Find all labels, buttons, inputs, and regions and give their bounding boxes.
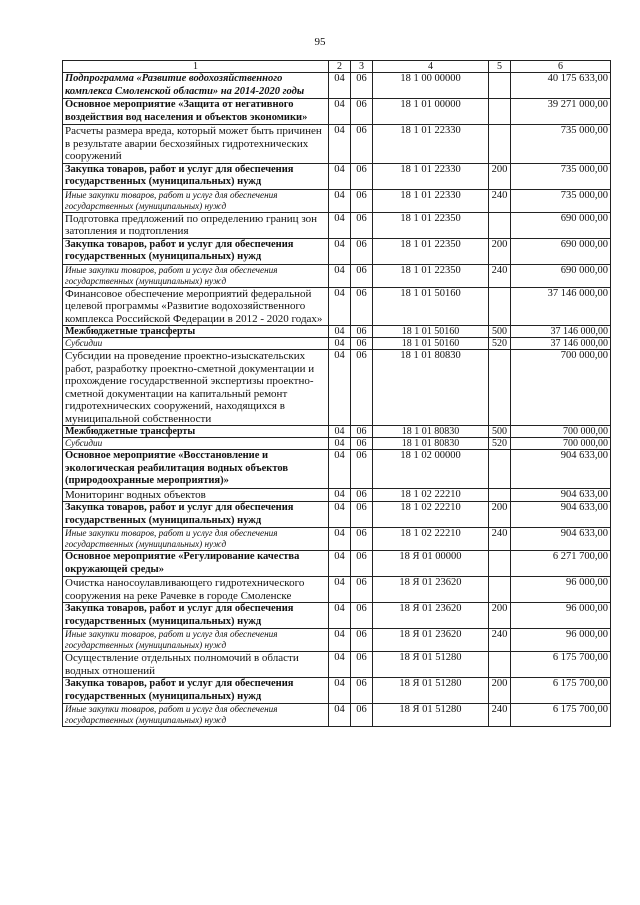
- section-code-cell: 04: [329, 678, 351, 704]
- section-code-cell: 04: [329, 488, 351, 502]
- section-code-cell: 04: [329, 163, 351, 189]
- subsection-code-cell: 06: [351, 502, 373, 528]
- amount-cell: 690 000,00: [511, 238, 611, 264]
- section-code-cell: 04: [329, 652, 351, 678]
- amount-cell: 690 000,00: [511, 212, 611, 238]
- table-row: [63, 163, 611, 189]
- target-article-cell: 18 1 01 80830: [373, 426, 489, 438]
- target-article-cell: 18 1 00 00000: [373, 73, 489, 99]
- amount-cell: 904 633,00: [511, 528, 611, 551]
- amount-cell: 40 175 633,00: [511, 73, 611, 99]
- row-name-cell: Закупка товаров, работ и услуг для обеспечения государственных (муниципальных) нужд: [63, 238, 329, 264]
- column-header: 5: [489, 61, 511, 73]
- section-code-cell: 04: [329, 350, 351, 426]
- subsection-code-cell: 06: [351, 212, 373, 238]
- table-row: [63, 212, 611, 238]
- subsection-code-cell: 06: [351, 438, 373, 450]
- section-code-cell: 04: [329, 326, 351, 338]
- target-article-cell: 18 1 01 22330: [373, 163, 489, 189]
- table-row: [63, 350, 611, 426]
- target-article-cell: 18 1 02 22210: [373, 502, 489, 528]
- amount-cell: 700 000,00: [511, 350, 611, 426]
- subsection-code-cell: 06: [351, 189, 373, 212]
- amount-cell: 735 000,00: [511, 163, 611, 189]
- target-article-cell: 18 1 02 22210: [373, 528, 489, 551]
- section-code-cell: 04: [329, 577, 351, 603]
- section-code-cell: 04: [329, 99, 351, 125]
- subsection-code-cell: 06: [351, 238, 373, 264]
- row-name-cell: Субсидии на проведение проектно-изыскательских работ, разработку проектно-сметной документации и прохождение государственной экспертизы проектно-сметной документации на капитальный ремонт гидротехнических сооружений, находящихся в муниципальной собственности: [63, 350, 329, 426]
- section-code-cell: 04: [329, 704, 351, 727]
- table-row: [63, 450, 611, 489]
- table-row: [63, 264, 611, 287]
- section-code-cell: 04: [329, 287, 351, 326]
- expense-type-cell: 240: [489, 704, 511, 727]
- expense-type-cell: 240: [489, 528, 511, 551]
- target-article-cell: 18 1 01 22330: [373, 189, 489, 212]
- section-code-cell: 04: [329, 450, 351, 489]
- expense-type-cell: [489, 125, 511, 164]
- target-article-cell: 18 Я 01 51280: [373, 652, 489, 678]
- expense-type-cell: 240: [489, 189, 511, 212]
- target-article-cell: 18 1 01 22350: [373, 264, 489, 287]
- subsection-code-cell: 06: [351, 652, 373, 678]
- target-article-cell: 18 1 02 22210: [373, 488, 489, 502]
- section-code-cell: 04: [329, 426, 351, 438]
- amount-cell: 6 271 700,00: [511, 551, 611, 577]
- target-article-cell: 18 Я 01 23620: [373, 629, 489, 652]
- row-name-cell: Финансовое обеспечение мероприятий федеральной целевой программы «Развитие водохозяйственного комплекса Российской Федерации в 2012 - 2020 годах»: [63, 287, 329, 326]
- table-row: [63, 629, 611, 652]
- expense-type-cell: 500: [489, 426, 511, 438]
- section-code-cell: 04: [329, 438, 351, 450]
- table-row: [63, 338, 611, 350]
- subsection-code-cell: 06: [351, 603, 373, 629]
- target-article-cell: 18 Я 01 23620: [373, 577, 489, 603]
- expense-type-cell: 520: [489, 438, 511, 450]
- expense-type-cell: [489, 287, 511, 326]
- section-code-cell: 04: [329, 73, 351, 99]
- table-row: [63, 238, 611, 264]
- column-header: 6: [511, 61, 611, 73]
- subsection-code-cell: 06: [351, 704, 373, 727]
- expense-type-cell: 200: [489, 678, 511, 704]
- expense-type-cell: 200: [489, 502, 511, 528]
- expense-type-cell: 200: [489, 603, 511, 629]
- column-header: 3: [351, 61, 373, 73]
- subsection-code-cell: 06: [351, 488, 373, 502]
- row-name-cell: Очистка наносоулавливающего гидротехнического сооружения на реке Рачевке в городе Смоленске: [63, 577, 329, 603]
- row-name-cell: Основное мероприятие «Защита от негативного воздействия вод населения и объектов экономики»: [63, 99, 329, 125]
- amount-cell: 96 000,00: [511, 629, 611, 652]
- table-row: [63, 551, 611, 577]
- subsection-code-cell: 06: [351, 450, 373, 489]
- subsection-code-cell: 06: [351, 629, 373, 652]
- section-code-cell: 04: [329, 528, 351, 551]
- table-row: [63, 528, 611, 551]
- expense-type-cell: 240: [489, 264, 511, 287]
- section-code-cell: 04: [329, 502, 351, 528]
- target-article-cell: 18 1 01 22350: [373, 212, 489, 238]
- target-article-cell: 18 1 02 00000: [373, 450, 489, 489]
- row-name-cell: Основное мероприятие «Регулирование качества окружающей среды»: [63, 551, 329, 577]
- target-article-cell: 18 1 01 22350: [373, 238, 489, 264]
- row-name-cell: Закупка товаров, работ и услуг для обеспечения государственных (муниципальных) нужд: [63, 678, 329, 704]
- expense-type-cell: 200: [489, 163, 511, 189]
- expense-type-cell: 240: [489, 629, 511, 652]
- budget-table: [62, 60, 611, 727]
- amount-cell: 37 146 000,00: [511, 338, 611, 350]
- table-row: [63, 678, 611, 704]
- subsection-code-cell: 06: [351, 577, 373, 603]
- table-row: [63, 704, 611, 727]
- page-number: 95: [314, 36, 326, 48]
- section-code-cell: 04: [329, 264, 351, 287]
- row-name-cell: Субсидии: [63, 438, 329, 450]
- row-name-cell: Межбюджетные трансферты: [63, 426, 329, 438]
- row-name-cell: Подпрограмма «Развитие водохозяйственного комплекса Смоленской области» на 2014-2020 годы: [63, 73, 329, 99]
- subsection-code-cell: 06: [351, 264, 373, 287]
- table-row: [63, 426, 611, 438]
- expense-type-cell: [489, 99, 511, 125]
- target-article-cell: 18 1 01 00000: [373, 99, 489, 125]
- subsection-code-cell: 06: [351, 551, 373, 577]
- row-name-cell: Закупка товаров, работ и услуг для обеспечения государственных (муниципальных) нужд: [63, 603, 329, 629]
- subsection-code-cell: 06: [351, 350, 373, 426]
- section-code-cell: 04: [329, 603, 351, 629]
- section-code-cell: 04: [329, 629, 351, 652]
- subsection-code-cell: 06: [351, 678, 373, 704]
- expense-type-cell: [489, 652, 511, 678]
- column-header: 1: [63, 61, 329, 73]
- column-header: 4: [373, 61, 489, 73]
- table-row: [63, 438, 611, 450]
- expense-type-cell: [489, 212, 511, 238]
- expense-type-cell: 520: [489, 338, 511, 350]
- amount-cell: 735 000,00: [511, 189, 611, 212]
- expense-type-cell: 200: [489, 238, 511, 264]
- target-article-cell: 18 1 01 50160: [373, 338, 489, 350]
- table-row: [63, 652, 611, 678]
- row-name-cell: Подготовка предложений по определению границ зон затопления и подтопления: [63, 212, 329, 238]
- amount-cell: 96 000,00: [511, 577, 611, 603]
- amount-cell: 6 175 700,00: [511, 704, 611, 727]
- target-article-cell: 18 1 01 50160: [373, 326, 489, 338]
- amount-cell: 6 175 700,00: [511, 652, 611, 678]
- table-row: [63, 189, 611, 212]
- amount-cell: 904 633,00: [511, 502, 611, 528]
- expense-type-cell: [489, 73, 511, 99]
- row-name-cell: Межбюджетные трансферты: [63, 326, 329, 338]
- column-header: 2: [329, 61, 351, 73]
- section-code-cell: 04: [329, 212, 351, 238]
- table-row: [63, 502, 611, 528]
- target-article-cell: 18 Я 01 51280: [373, 704, 489, 727]
- target-article-cell: 18 Я 01 23620: [373, 603, 489, 629]
- expense-type-cell: [489, 350, 511, 426]
- row-name-cell: Мониторинг водных объектов: [63, 488, 329, 502]
- section-code-cell: 04: [329, 189, 351, 212]
- expense-type-cell: [489, 551, 511, 577]
- subsection-code-cell: 06: [351, 73, 373, 99]
- row-name-cell: Расчеты размера вреда, который может быть причинен в результате аварии бесхозяйных гидротехнических сооружений: [63, 125, 329, 164]
- expense-type-cell: [489, 450, 511, 489]
- row-name-cell: Иные закупки товаров, работ и услуг для обеспечения государственных (муниципальных) нужд: [63, 264, 329, 287]
- expense-type-cell: [489, 488, 511, 502]
- table-row: [63, 577, 611, 603]
- table-row: [63, 99, 611, 125]
- amount-cell: 37 146 000,00: [511, 326, 611, 338]
- row-name-cell: Основное мероприятие «Восстановление и экологическая реабилитация водных объектов (природоохранные мероприятия)»: [63, 450, 329, 489]
- amount-cell: 39 271 000,00: [511, 99, 611, 125]
- amount-cell: 37 146 000,00: [511, 287, 611, 326]
- table-row: [63, 326, 611, 338]
- subsection-code-cell: 06: [351, 338, 373, 350]
- row-name-cell: Иные закупки товаров, работ и услуг для обеспечения государственных (муниципальных) нужд: [63, 189, 329, 212]
- row-name-cell: Закупка товаров, работ и услуг для обеспечения государственных (муниципальных) нужд: [63, 502, 329, 528]
- subsection-code-cell: 06: [351, 99, 373, 125]
- section-code-cell: 04: [329, 125, 351, 164]
- row-name-cell: Иные закупки товаров, работ и услуг для обеспечения государственных (муниципальных) нужд: [63, 704, 329, 727]
- subsection-code-cell: 06: [351, 287, 373, 326]
- table-row: [63, 488, 611, 502]
- expense-type-cell: 500: [489, 326, 511, 338]
- amount-cell: 6 175 700,00: [511, 678, 611, 704]
- section-code-cell: 04: [329, 238, 351, 264]
- amount-cell: 700 000,00: [511, 438, 611, 450]
- row-name-cell: Осуществление отдельных полномочий в области водных отношений: [63, 652, 329, 678]
- table-row: [63, 287, 611, 326]
- amount-cell: 735 000,00: [511, 125, 611, 164]
- table-row: [63, 73, 611, 99]
- subsection-code-cell: 06: [351, 163, 373, 189]
- target-article-cell: 18 1 01 80830: [373, 350, 489, 426]
- row-name-cell: Иные закупки товаров, работ и услуг для обеспечения государственных (муниципальных) нужд: [63, 528, 329, 551]
- amount-cell: 96 000,00: [511, 603, 611, 629]
- expense-type-cell: [489, 577, 511, 603]
- amount-cell: 690 000,00: [511, 264, 611, 287]
- target-article-cell: 18 1 01 80830: [373, 438, 489, 450]
- target-article-cell: 18 1 01 22330: [373, 125, 489, 164]
- section-code-cell: 04: [329, 551, 351, 577]
- target-article-cell: 18 1 01 50160: [373, 287, 489, 326]
- amount-cell: 904 633,00: [511, 488, 611, 502]
- subsection-code-cell: 06: [351, 125, 373, 164]
- section-code-cell: 04: [329, 338, 351, 350]
- subsection-code-cell: 06: [351, 426, 373, 438]
- amount-cell: 700 000,00: [511, 426, 611, 438]
- row-name-cell: Субсидии: [63, 338, 329, 350]
- subsection-code-cell: 06: [351, 326, 373, 338]
- row-name-cell: Закупка товаров, работ и услуг для обеспечения государственных (муниципальных) нужд: [63, 163, 329, 189]
- target-article-cell: 18 Я 01 51280: [373, 678, 489, 704]
- table-row: [63, 603, 611, 629]
- subsection-code-cell: 06: [351, 528, 373, 551]
- target-article-cell: 18 Я 01 00000: [373, 551, 489, 577]
- table-row: [63, 125, 611, 164]
- row-name-cell: Иные закупки товаров, работ и услуг для обеспечения государственных (муниципальных) нужд: [63, 629, 329, 652]
- table-header-row: [63, 61, 611, 73]
- amount-cell: 904 633,00: [511, 450, 611, 489]
